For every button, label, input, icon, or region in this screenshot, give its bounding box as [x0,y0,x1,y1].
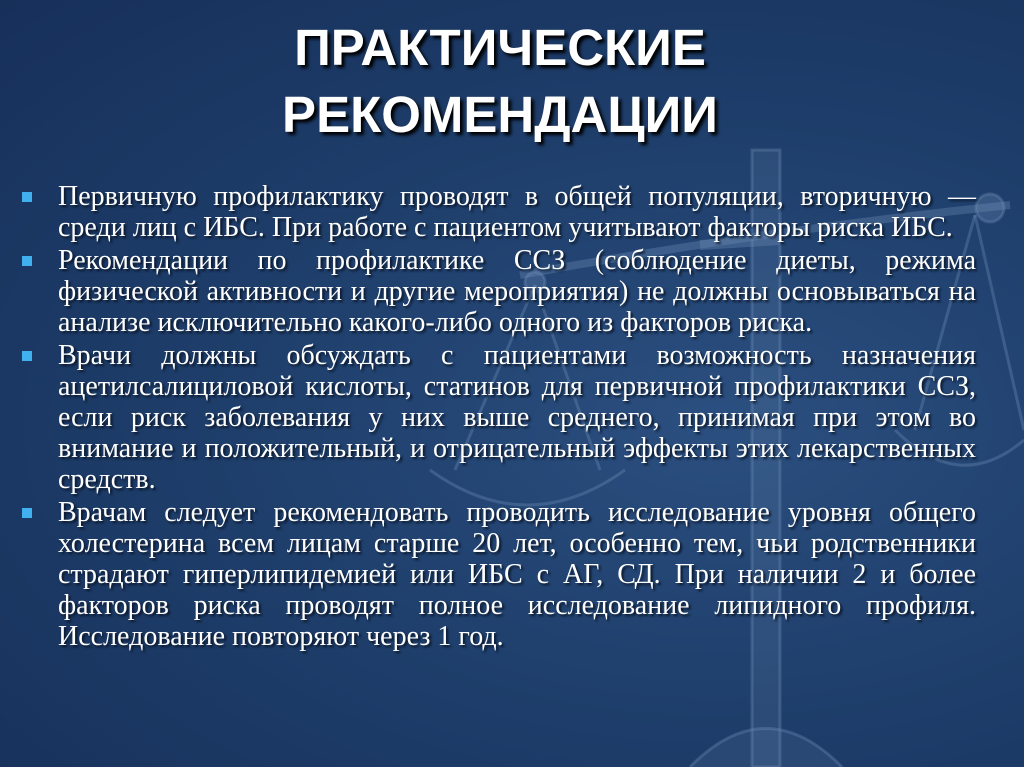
bullet-square-icon [22,508,32,518]
bullet-square-icon [22,256,32,266]
list-item-text: Первичную профилактику проводят в общей популяции, вторичную — среди лиц с ИБС. При работе с пациентом учитывают факторы риска ИБС. [58,181,976,243]
list-item [20,340,976,495]
recommendations-list [20,181,976,654]
slide-title [160,14,840,148]
title-line-1: ПРАКТИЧЕСКИЕ [294,19,706,76]
list-item-text: Врачи должны обсуждать с пациентами возможность назначения ацетилсалициловой кислоты, статинов для первичной профилактики ССЗ, если риск заболевания у них выше среднего, принимая при этом во внимание и положительный, и отрицательный эффекты этих лекарственных средств. [58,340,976,495]
list-item-text: Врачам следует рекомендовать проводить исследование уровня общего холестерина всем лицам старше 20 лет, особенно тем, чьи родственники страдают гиперлипидемией или ИБС с АГ, СД. При наличии 2 и более факторов риска проводят полное исследование липидного профиля. Исследование повторяют через 1 год. [58,497,976,652]
list-item [20,181,976,243]
list-item-text: Рекомендации по профилактике ССЗ (соблюдение диеты, режима физической активности и другие мероприятия) не должны основываться на анализе исключительно какого-либо одного из факторов риска. [58,245,976,338]
list-item [20,245,976,338]
title-line-2: РЕКОМЕНДАЦИИ [282,86,718,143]
bullet-square-icon [22,351,32,361]
list-item [20,497,976,652]
bullet-square-icon [22,192,32,202]
